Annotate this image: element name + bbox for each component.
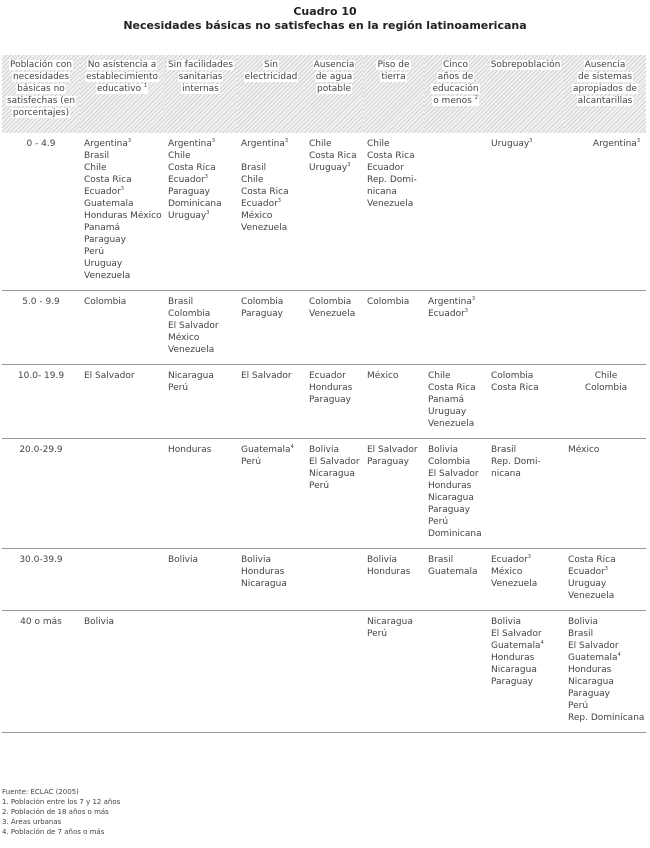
- country-entry: México: [168, 333, 200, 343]
- country-entry: Costa Rica: [168, 163, 216, 173]
- table-cell: [305, 549, 363, 611]
- header-label: internas: [182, 84, 219, 94]
- country-entry: Perú: [84, 247, 105, 257]
- header-label: Sin facilidades: [167, 60, 234, 70]
- table-cell: [164, 549, 237, 611]
- country-entry: Venezuela: [367, 199, 414, 209]
- row-range-label: 40 o más: [2, 611, 80, 733]
- country-entry: Uruguay$^3$: [309, 162, 351, 173]
- country-entry: Ecuador$^3$: [428, 308, 468, 319]
- table-cell: [237, 549, 305, 611]
- country-entry: Rep. Domi-: [491, 457, 541, 467]
- header-label: Cinco: [443, 60, 468, 70]
- country-entry: Perú: [241, 457, 262, 467]
- country-entry: Bolivia: [168, 555, 199, 565]
- country-entry: Chile: [309, 139, 332, 149]
- country-entry: Colombia: [584, 383, 628, 393]
- table-cell: [564, 611, 646, 733]
- country-entry: Honduras: [491, 653, 535, 663]
- country-entry: Uruguay: [568, 579, 607, 589]
- header-label: electricidad: [244, 72, 298, 82]
- country-entry: Nicaragua: [168, 371, 214, 381]
- header-cell: [487, 55, 564, 133]
- header-label: No asistencia a: [87, 60, 157, 70]
- table-row: [2, 611, 646, 733]
- table-row: [2, 133, 646, 291]
- country-entry: Argentina$^3$: [241, 138, 289, 149]
- country-entry: El Salvador: [491, 629, 542, 639]
- country-entry: Rep. Dominicana: [568, 713, 645, 723]
- country-entry: Nicaragua: [367, 617, 413, 627]
- table-cell: [487, 365, 564, 439]
- country-entry: Paraguay: [309, 395, 352, 405]
- country-entry: Bolivia: [84, 617, 115, 627]
- country-entry: Honduras: [309, 383, 353, 393]
- header-label: Población con: [9, 60, 73, 70]
- header-cell: [237, 55, 305, 133]
- row-range-label: 10.0- 19.9: [2, 365, 80, 439]
- country-entry: Dominicana: [428, 529, 482, 539]
- country-entry: Chile: [428, 371, 451, 381]
- table-cell: [305, 439, 363, 549]
- country-entry: Bolivia: [241, 555, 272, 565]
- table-cell: [305, 133, 363, 291]
- header-label: Ausencia: [313, 60, 355, 70]
- header-label: apropiados de: [573, 84, 637, 94]
- table-cell: [487, 439, 564, 549]
- table-cell: [564, 549, 646, 611]
- country-entry: Perú: [428, 517, 449, 527]
- country-entry: Venezuela: [428, 419, 475, 429]
- country-entry: Venezuela: [84, 271, 131, 281]
- header-label: Ausencia: [584, 60, 626, 70]
- country-entry: Costa Rica: [568, 555, 616, 565]
- table-cell: [80, 611, 164, 733]
- row-range-label: 5.0 - 9.9: [2, 291, 80, 365]
- country-entry: Guatemala$^4$: [241, 444, 294, 455]
- header-cell: [564, 55, 646, 133]
- country-entry: Nicaragua: [241, 579, 287, 589]
- table-number: Cuadro 10: [293, 5, 357, 18]
- header-label: establecimiento: [85, 72, 158, 82]
- country-entry: El Salvador: [367, 445, 418, 455]
- table-cell: [487, 291, 564, 365]
- header-label: Sin: [264, 60, 278, 70]
- country-entry: Ecuador$^3$: [84, 186, 124, 197]
- table-cell: [363, 611, 424, 733]
- country-entry: Colombia: [491, 371, 534, 381]
- country-entry: Honduras: [568, 665, 612, 675]
- table-cell: [564, 133, 646, 291]
- country-entry: Paraguay: [367, 457, 410, 467]
- country-entry: Colombia: [367, 297, 410, 307]
- table-cell: [237, 291, 305, 365]
- header-label: satisfechas (en: [6, 96, 76, 106]
- country-entry: Paraguay: [568, 689, 611, 699]
- country-entry: Nicaragua: [309, 469, 355, 479]
- country-entry: Guatemala: [428, 567, 478, 577]
- country-entry: Guatemala$^4$: [491, 640, 544, 651]
- country-entry: Perú: [168, 383, 189, 393]
- header-label: tierra: [381, 72, 406, 82]
- country-entry: nicana: [367, 187, 397, 197]
- country-entry: Honduras: [428, 481, 472, 491]
- country-entry: Venezuela: [309, 309, 356, 319]
- country-entry: Panamá: [84, 223, 121, 233]
- header-label: sanitarias: [178, 72, 223, 82]
- country-entry: Perú: [568, 701, 589, 711]
- country-entry: El Salvador: [309, 457, 360, 467]
- footnote: 2. Población de 18 años o más: [2, 808, 109, 816]
- header-label: alcantarillas: [577, 96, 633, 106]
- country-entry: Rep. Domi-: [367, 175, 417, 185]
- table-cell: [424, 365, 487, 439]
- country-entry: Honduras México: [84, 211, 162, 221]
- header-label: educación: [432, 84, 479, 94]
- country-entry: Colombia: [168, 309, 211, 319]
- header-label: Piso de: [377, 60, 410, 70]
- country-entry: Ecuador: [309, 371, 346, 381]
- table-cell: [237, 365, 305, 439]
- header-cell: [80, 55, 164, 133]
- country-entry: Perú: [309, 481, 330, 491]
- country-entry: Argentina$^3$: [428, 296, 476, 307]
- country-entry: Uruguay$^3$: [491, 138, 533, 149]
- table-cell: [164, 611, 237, 733]
- country-entry: Argentina$^3$: [592, 138, 640, 149]
- table-cell: [237, 439, 305, 549]
- header-label: de sistemas: [577, 72, 633, 82]
- country-entry: Brasil: [241, 163, 267, 173]
- country-entry: Brasil: [168, 297, 194, 307]
- table-cell: [487, 133, 564, 291]
- country-entry: Brasil: [568, 629, 594, 639]
- country-entry: Brasil: [491, 445, 517, 455]
- table-cell: [237, 611, 305, 733]
- source-note: Fuente: ECLAC (2005): [2, 788, 79, 796]
- country-entry: Chile: [241, 175, 264, 185]
- country-entry: Chile: [367, 139, 390, 149]
- country-entry: Paraguay: [84, 235, 127, 245]
- table-row: [2, 365, 646, 439]
- table-cell: [80, 549, 164, 611]
- row-range-label: 0 - 4.9: [2, 133, 80, 291]
- country-entry: Costa Rica: [491, 383, 539, 393]
- table-cell: [305, 291, 363, 365]
- table-cell: [424, 439, 487, 549]
- country-entry: Nicaragua: [568, 677, 614, 687]
- country-entry: Bolivia: [367, 555, 398, 565]
- table-cell: [237, 133, 305, 291]
- country-entry: Costa Rica: [309, 151, 357, 161]
- country-entry: Uruguay$^3$: [168, 210, 210, 221]
- country-entry: Uruguay: [428, 407, 467, 417]
- header-label: educativo $^1$: [96, 83, 148, 94]
- country-entry: Chile: [84, 163, 107, 173]
- country-entry: Paraguay: [241, 309, 284, 319]
- table-row: [2, 549, 646, 611]
- footnote: 3. Áreas urbanas: [2, 818, 62, 826]
- country-entry: Venezuela: [168, 345, 215, 355]
- table-cell: [424, 549, 487, 611]
- country-entry: El Salvador: [168, 321, 219, 331]
- table-cell: [363, 291, 424, 365]
- country-entry: México: [491, 567, 523, 577]
- country-entry: Colombia: [309, 297, 352, 307]
- country-entry: El Salvador: [241, 371, 292, 381]
- table-title: Necesidades básicas no satisfechas en la región latinoamericana: [123, 19, 527, 32]
- header-cell: [2, 55, 80, 133]
- country-entry: El Salvador: [428, 469, 479, 479]
- country-entry: Costa Rica: [241, 187, 289, 197]
- country-entry: Bolivia: [428, 445, 459, 455]
- country-entry: Ecuador$^3$: [241, 198, 281, 209]
- header-label: necesidades: [12, 72, 70, 82]
- table-cell: [564, 365, 646, 439]
- country-entry: Perú: [367, 629, 388, 639]
- country-entry: nicana: [491, 469, 521, 479]
- country-entry: Guatemala: [84, 199, 134, 209]
- header-cell: [424, 55, 487, 133]
- country-entry: El Salvador: [568, 641, 619, 651]
- table-cell: [363, 365, 424, 439]
- header-label: porcentajes): [12, 108, 70, 118]
- table-cell: [164, 439, 237, 549]
- row-range-label: 30.0-39.9: [2, 549, 80, 611]
- country-entry: Costa Rica: [428, 383, 476, 393]
- country-entry: Uruguay: [84, 259, 123, 269]
- table-cell: [80, 291, 164, 365]
- table-cell: [305, 365, 363, 439]
- table-cell: [80, 365, 164, 439]
- footnote: 4. Población de 7 años o más: [2, 828, 105, 836]
- table-cell: [80, 133, 164, 291]
- country-entry: Nicaragua: [491, 665, 537, 675]
- header-row: [2, 55, 646, 133]
- country-entry: Bolivia: [568, 617, 599, 627]
- table-cell: [424, 133, 487, 291]
- table-cell: [363, 439, 424, 549]
- country-entry: Panamá: [428, 395, 465, 405]
- header-label: básicas no: [17, 84, 65, 94]
- header-label: de agua: [315, 72, 353, 82]
- table-cell: [164, 133, 237, 291]
- country-entry: Ecuador: [367, 163, 404, 173]
- country-entry: Venezuela: [568, 591, 615, 601]
- table-cell: [164, 365, 237, 439]
- country-entry: México: [568, 445, 600, 455]
- footnote: 1. Población entre los 7 y 12 años: [2, 798, 121, 806]
- table-cell: [164, 291, 237, 365]
- table-row: [2, 439, 646, 549]
- country-entry: Dominicana: [168, 199, 222, 209]
- table-cell: [564, 439, 646, 549]
- country-entry: El Salvador: [84, 371, 135, 381]
- country-entry: Chile: [168, 151, 191, 161]
- country-entry: Paraguay: [428, 505, 471, 515]
- country-entry: Costa Rica: [367, 151, 415, 161]
- table-row: [2, 291, 646, 365]
- country-entry: Brasil: [84, 151, 110, 161]
- country-entry: Honduras: [367, 567, 411, 577]
- country-entry: Colombia: [428, 457, 471, 467]
- row-range-label: 20.0-29.9: [2, 439, 80, 549]
- country-entry: Venezuela: [491, 579, 538, 589]
- table-cell: [424, 611, 487, 733]
- table-cell: [363, 549, 424, 611]
- country-entry: Venezuela: [241, 223, 288, 233]
- header-label: Sobrepoblación: [490, 60, 561, 70]
- country-entry: Honduras: [241, 567, 285, 577]
- needs-table: [2, 55, 646, 733]
- table-body: [2, 133, 646, 733]
- country-entry: Nicaragua: [428, 493, 474, 503]
- country-entry: México: [367, 371, 399, 381]
- header-label: o menos $^2$: [433, 95, 478, 106]
- header-cell: [363, 55, 424, 133]
- country-entry: Paraguay: [491, 677, 534, 687]
- country-entry: Ecuador$^3$: [168, 174, 208, 185]
- country-entry: México: [241, 211, 273, 221]
- country-entry: Bolivia: [309, 445, 340, 455]
- table-cell: [424, 291, 487, 365]
- country-entry: Honduras: [168, 445, 212, 455]
- country-entry: Colombia: [241, 297, 284, 307]
- header-cell: [164, 55, 237, 133]
- table-cell: [305, 611, 363, 733]
- country-entry: Ecuador$^3$: [568, 566, 608, 577]
- header-label: potable: [316, 84, 351, 94]
- country-entry: Guatemala$^4$: [568, 652, 621, 663]
- country-entry: Paraguay: [168, 187, 211, 197]
- country-entry: [241, 150, 303, 162]
- table-cell: [487, 549, 564, 611]
- country-entry: Argentina$^3$: [168, 138, 216, 149]
- country-entry: Argentina$^3$: [84, 138, 132, 149]
- table-cell: [80, 439, 164, 549]
- table-cell: [564, 291, 646, 365]
- header-cell: [305, 55, 363, 133]
- country-entry: Brasil: [428, 555, 454, 565]
- country-entry: Ecuador$^3$: [491, 554, 531, 565]
- header-label: años de: [437, 72, 474, 82]
- country-entry: Colombia: [84, 297, 127, 307]
- country-entry: Costa Rica: [84, 175, 132, 185]
- table-cell: [487, 611, 564, 733]
- footnotes: [2, 787, 120, 837]
- table-cell: [363, 133, 424, 291]
- country-entry: Chile: [594, 371, 618, 381]
- country-entry: Bolivia: [491, 617, 522, 627]
